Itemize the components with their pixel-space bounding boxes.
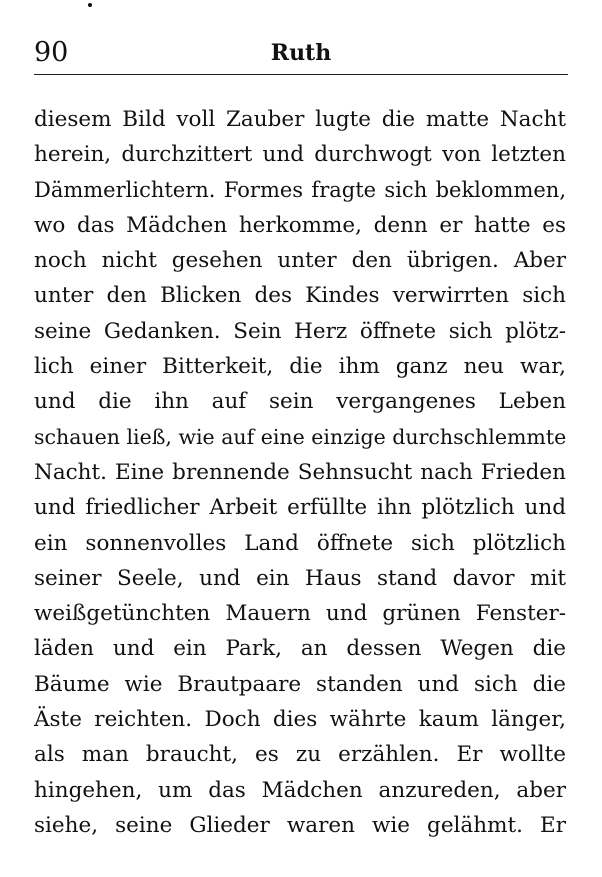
text-line: diesem Bild voll Zauber lugte die matte Nacht — [34, 107, 566, 132]
text-line: lich einer Bitterkeit, die ihm ganz neu war, — [34, 354, 566, 380]
body-text — [34, 102, 566, 843]
text-line: Bäume wie Brautpaare standen und sich die — [34, 671, 566, 697]
text-line: unter den Blicken des Kindes verwirrten sich — [34, 283, 566, 309]
text-line: läden und ein Park, an dessen Wegen die — [34, 636, 566, 662]
ink-speck — [88, 3, 92, 7]
page-number: 90 — [34, 37, 69, 68]
text-line: Äste reichten. Doch dies währte kaum länger, — [34, 707, 566, 733]
text-line: ein sonnenvolles Land öffnete sich plötzlich — [34, 530, 566, 556]
header-rule — [34, 74, 568, 75]
text-line: als man braucht, es zu erzählen. Er wollte — [34, 742, 566, 768]
running-title: Ruth — [270, 40, 332, 66]
text-line: und friedlicher Arbeit erfüllte ihn plötzlich und — [34, 495, 566, 521]
text-line: seiner Seele, und ein Haus stand davor mit — [34, 565, 566, 591]
text-line: schauen ließ, wie auf eine einzige durchschlemmte — [34, 424, 567, 449]
text-line: siehe, seine Glieder waren wie gelähmt. Er — [34, 812, 566, 838]
text-line: und die ihn auf sein vergangenes Leben — [34, 389, 566, 415]
text-line: noch nicht gesehen unter den übrigen. Aber — [34, 248, 566, 274]
text-line: weißgetünchten Mauern und grünen Fenster- — [34, 601, 566, 627]
text-line: seine Gedanken. Sein Herz öffnete sich plötz- — [34, 318, 566, 344]
text-line: hingehen, um das Mädchen anzureden, aber — [34, 777, 566, 803]
text-line: wo das Mädchen herkomme, denn er hatte es — [34, 212, 566, 238]
page-header — [34, 38, 568, 68]
text-line: Dämmerlichtern. Formes fragte sich beklommen, — [34, 177, 566, 202]
text-line: herein, durchzittert und durchwogt von letzten — [34, 142, 566, 168]
text-line: Nacht. Eine brennende Sehnsucht nach Frieden — [34, 459, 566, 485]
